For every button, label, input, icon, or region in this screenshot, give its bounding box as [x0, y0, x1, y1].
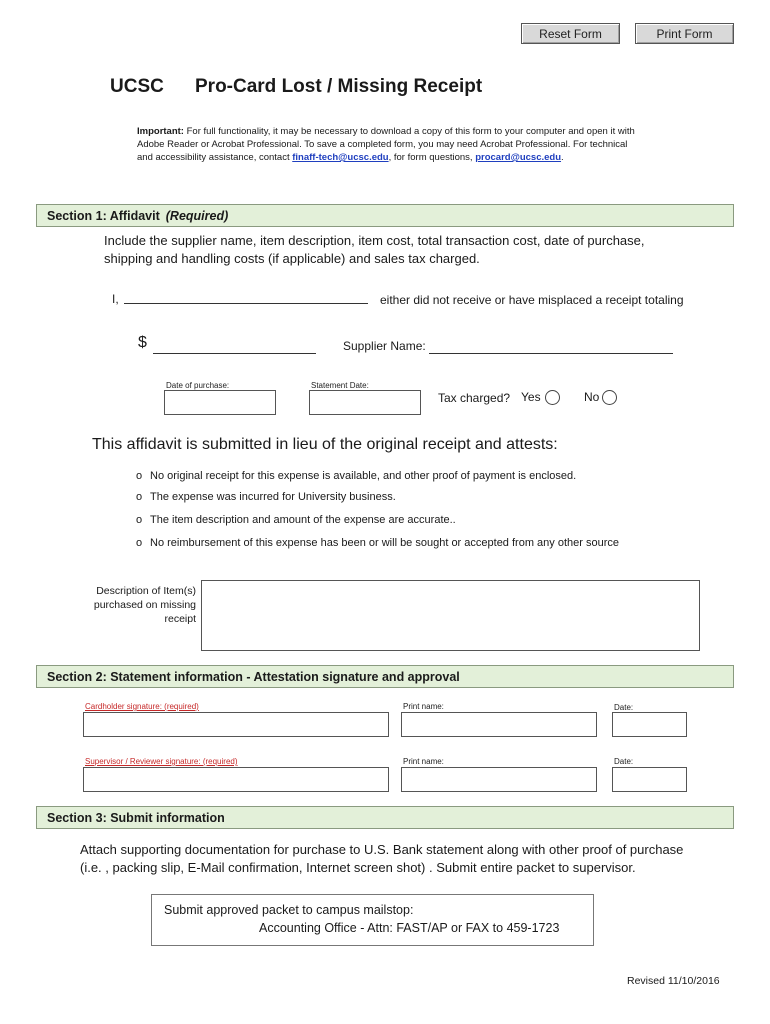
- submit-mailstop-box: [151, 894, 594, 946]
- cardholder-date-field[interactable]: [612, 712, 687, 737]
- statement-date-field[interactable]: [309, 390, 421, 415]
- tax-no-label: No: [584, 390, 600, 404]
- cardholder-print-name-field[interactable]: [401, 712, 597, 737]
- important-note: [137, 125, 637, 164]
- important-label: Important:: [137, 126, 184, 137]
- attest-item: [136, 470, 576, 482]
- attest-item-text: No original receipt for this expense is available, and other proof of payment is enclosed.: [150, 470, 577, 482]
- statement-date-label: Statement Date:: [311, 381, 369, 390]
- name-field[interactable]: [124, 303, 368, 304]
- important-text-2: , for form questions,: [388, 152, 473, 163]
- description-label-line: purchased on missing: [93, 599, 196, 611]
- section-1-header: [36, 204, 734, 227]
- revised-date: Revised 11/10/2016: [627, 975, 720, 987]
- section-1-title: Section 1: Affidavit: [47, 208, 160, 223]
- bullet-marker: o: [136, 514, 143, 526]
- bullet-marker: o: [136, 470, 143, 482]
- date-of-purchase-label: Date of purchase:: [166, 381, 230, 390]
- tax-yes-label: Yes: [521, 390, 541, 404]
- section-2-header: [36, 665, 734, 688]
- amount-field[interactable]: [153, 353, 316, 354]
- section-1-instruction: Include the supplier name, item description, item cost, total transaction cost, date of purchase, shipping and handling costs (if applicable) and sales tax charged.: [104, 233, 645, 266]
- page-title: Pro-Card Lost / Missing Receipt: [195, 76, 483, 97]
- supervisor-date-label: Date:: [614, 757, 634, 766]
- supervisor-signature-label: Supervisor / Reviewer signature: (required): [85, 757, 238, 766]
- important-text-3: .: [561, 152, 564, 163]
- cardholder-date-label: Date:: [614, 703, 634, 712]
- dollar-sign: $: [138, 334, 147, 351]
- description-label: [60, 584, 196, 626]
- attest-item: [136, 537, 619, 549]
- bullet-marker: o: [136, 537, 143, 549]
- date-of-purchase-field[interactable]: [164, 390, 276, 415]
- finaff-tech-email-link[interactable]: finaff-tech@ucsc.edu: [292, 152, 389, 163]
- attest-item-text: The item description and amount of the expense are accurate..: [150, 514, 456, 526]
- section-3-instruction: Attach supporting documentation for purchase to U.S. Bank statement along with other proof of purchase (i.e. , packing slip, E-Mail confirmation, Internet screen shot) . Submit entire packet to supervisor.: [80, 842, 684, 875]
- either-text: either did not receive or have misplaced a receipt totaling: [380, 293, 684, 307]
- procard-email-link[interactable]: procard@ucsc.edu: [475, 152, 562, 163]
- supervisor-date-field[interactable]: [612, 767, 687, 792]
- description-label-line: receipt: [164, 613, 196, 625]
- org-name: UCSC: [110, 76, 164, 97]
- attest-item-text: The expense was incurred for University business.: [150, 491, 396, 503]
- print-form-button[interactable]: Print Form: [635, 23, 734, 44]
- section-2-title: Section 2: Statement information - Attestation signature and approval: [47, 669, 460, 684]
- cardholder-signature-label: Cardholder signature: (required): [85, 702, 199, 711]
- supplier-name-field[interactable]: [429, 353, 673, 354]
- section-3-title: Section 3: Submit information: [47, 810, 225, 825]
- description-label-line: Description of Item(s): [96, 585, 196, 597]
- attest-item: [136, 514, 456, 526]
- cardholder-print-name-label: Print name:: [403, 702, 444, 711]
- reset-form-button[interactable]: Reset Form: [521, 23, 620, 44]
- bullet-marker: o: [136, 491, 143, 503]
- supervisor-print-name-label: Print name:: [403, 757, 444, 766]
- supervisor-print-name-field[interactable]: [401, 767, 597, 792]
- attest-item-text: No reimbursement of this expense has been or will be sought or accepted from any other source: [150, 537, 619, 549]
- description-field[interactable]: [201, 580, 700, 651]
- section-3-header: [36, 806, 734, 829]
- submit-line-2: Accounting Office - Attn: FAST/AP or FAX to 459-1723: [259, 921, 560, 935]
- cardholder-signature-field[interactable]: [83, 712, 389, 737]
- section-1-required: (Required): [165, 208, 229, 223]
- tax-no-radio[interactable]: [602, 390, 617, 405]
- submit-line-1: Submit approved packet to campus mailstop:: [164, 903, 414, 917]
- important-text-1: For full functionality, it may be necessary to download a copy of this form to your computer and open it with Adobe Reader or Acrobat Professional. To save a completed form, you may need Acrobat Professional. For technical and accessibility assistance, contact: [137, 126, 635, 163]
- tax-yes-radio[interactable]: [545, 390, 560, 405]
- attest-heading: This affidavit is submitted in lieu of the original receipt and attests:: [92, 436, 558, 453]
- attest-item: [136, 491, 396, 503]
- i-label: I,: [112, 292, 119, 306]
- supervisor-signature-field[interactable]: [83, 767, 389, 792]
- supplier-name-label: Supplier Name:: [343, 339, 426, 353]
- tax-charged-label: Tax charged?: [438, 391, 511, 405]
